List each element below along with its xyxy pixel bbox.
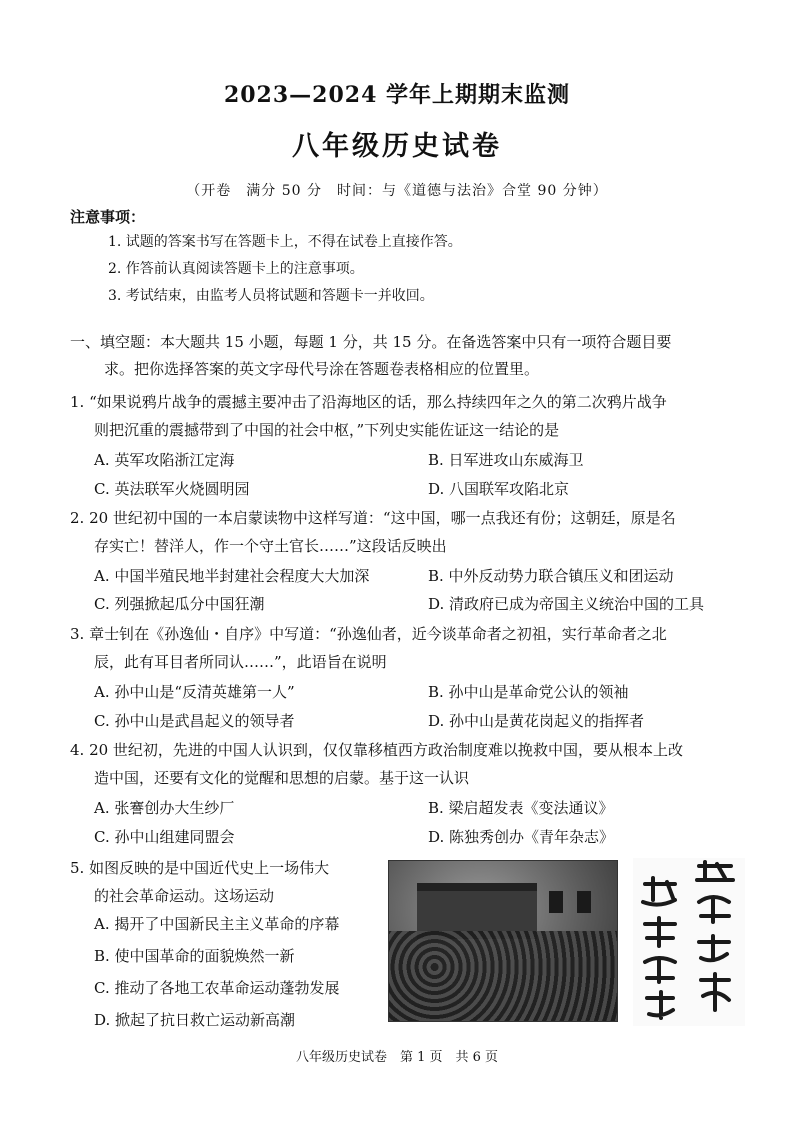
section-intro: 一、填空题：本大题共 15 小题，每题 1 分，共 15 分。在备选答案中只有一项符合题目要 bbox=[70, 333, 672, 351]
question-1-stem: 1. “如果说鸦片战争的震撼主要冲击了沿海地区的话，那么持续四年之久的第二次鸦片战争 bbox=[70, 393, 667, 411]
question-4-stem: 造中国，还要有文化的觉醒和思想的启蒙。基于这一认识 bbox=[94, 769, 470, 787]
question-3-option-b: B. 孙中山是革命党公认的领袖 bbox=[428, 683, 629, 701]
question-5-option-c: C. 推动了各地工农革命运动蓬勃发展 bbox=[94, 979, 340, 997]
crowd-shape bbox=[389, 931, 617, 1021]
question-2-option-a: A. 中国半殖民地半封建社会程度大大加深 bbox=[94, 567, 370, 585]
question-4-option-c: C. 孙中山组建同盟会 bbox=[94, 828, 235, 846]
question-1-option-b: B. 日军进攻山东威海卫 bbox=[428, 451, 584, 469]
banner-shape bbox=[549, 891, 563, 913]
question-2-stem: 存实亡！替洋人，作一个守土官长……”这段话反映出 bbox=[94, 537, 447, 555]
notice-heading: 注意事项： bbox=[70, 208, 146, 226]
exam-title: 2023—2024 学年上期期末监测 bbox=[223, 82, 571, 108]
notice-item: 2. 作答前认真阅读答题卡上的注意事项。 bbox=[108, 261, 364, 277]
question-2-option-c: C. 列强掀起瓜分中国狂潮 bbox=[94, 595, 265, 613]
question-1-stem: 则把沉重的震撼带到了中国的社会中枢，”下列史实能佐证这一结论的是 bbox=[94, 421, 560, 439]
question-5-stem: 的社会革命运动。这场运动 bbox=[94, 887, 275, 905]
question-2-option-b: B. 中外反动势力联合镇压义和团运动 bbox=[428, 567, 674, 585]
question-4-stem: 4. 20 世纪初，先进的中国人认识到，仅仅靠移植西方政治制度难以挽救中国，要从根本上改 bbox=[70, 741, 683, 759]
question-3-option-a: A. 孙中山是“反清英雄第一人” bbox=[94, 683, 295, 701]
question-2-stem: 2. 20 世纪初中国的一本启蒙读物中这样写道：“这中国，哪一点我还有份；这朝廷，原是名 bbox=[70, 509, 676, 527]
question-4-option-a: A. 张謇创办大生纱厂 bbox=[94, 799, 235, 817]
section-intro: 求。把你选择答案的英文字母代号涂在答题卷表格相应的位置里。 bbox=[104, 360, 540, 378]
calligraphy-slogan-image bbox=[633, 858, 745, 1026]
question-5-option-d: D. 掀起了抗日救亡运动新高潮 bbox=[94, 1011, 296, 1029]
banner-shape bbox=[577, 891, 591, 913]
question-5-stem: 5. 如图反映的是中国近代史上一场伟大 bbox=[70, 859, 330, 877]
question-4-option-b: B. 梁启超发表《变法通议》 bbox=[428, 799, 614, 817]
question-5-option-b: B. 使中国革命的面貌焕然一新 bbox=[94, 947, 295, 965]
question-3-stem: 辰，此有耳目者所同认……”，此语旨在说明 bbox=[94, 653, 387, 671]
question-1-option-c: C. 英法联军火烧圆明园 bbox=[94, 480, 250, 498]
notice-item: 1. 试题的答案书写在答题卡上，不得在试卷上直接作答。 bbox=[108, 234, 462, 250]
question-4-option-d: D. 陈独秀创办《青年杂志》 bbox=[428, 828, 615, 846]
notice-item: 3. 考试结束，由监考人员将试题和答题卡一并收回。 bbox=[108, 288, 434, 304]
question-3-stem: 3. 章士钊在《孙逸仙・自序》中写道：“孙逸仙者，近今谈革命者之初祖，实行革命者之北 bbox=[70, 625, 667, 643]
question-1-option-a: A. 英军攻陷浙江定海 bbox=[94, 451, 235, 469]
subject-title: 八年级历史试卷 bbox=[292, 131, 502, 162]
page-footer: 八年级历史试卷 第 1 页 共 6 页 bbox=[295, 1050, 499, 1065]
question-3-option-c: C. 孙中山是武昌起义的领导者 bbox=[94, 712, 295, 730]
question-3-option-d: D. 孙中山是黄花岗起义的指挥者 bbox=[428, 712, 645, 730]
question-1-option-d: D. 八国联军攻陷北京 bbox=[428, 480, 570, 498]
question-5-option-a: A. 揭开了中国新民主主义革命的序幕 bbox=[94, 915, 340, 933]
exam-info: （开卷 满分 50 分 时间：与《道德与法治》合堂 90 分钟） bbox=[186, 183, 608, 199]
question-2-option-d: D. 清政府已成为帝国主义统治中国的工具 bbox=[428, 595, 705, 613]
protest-photo bbox=[388, 860, 618, 1022]
